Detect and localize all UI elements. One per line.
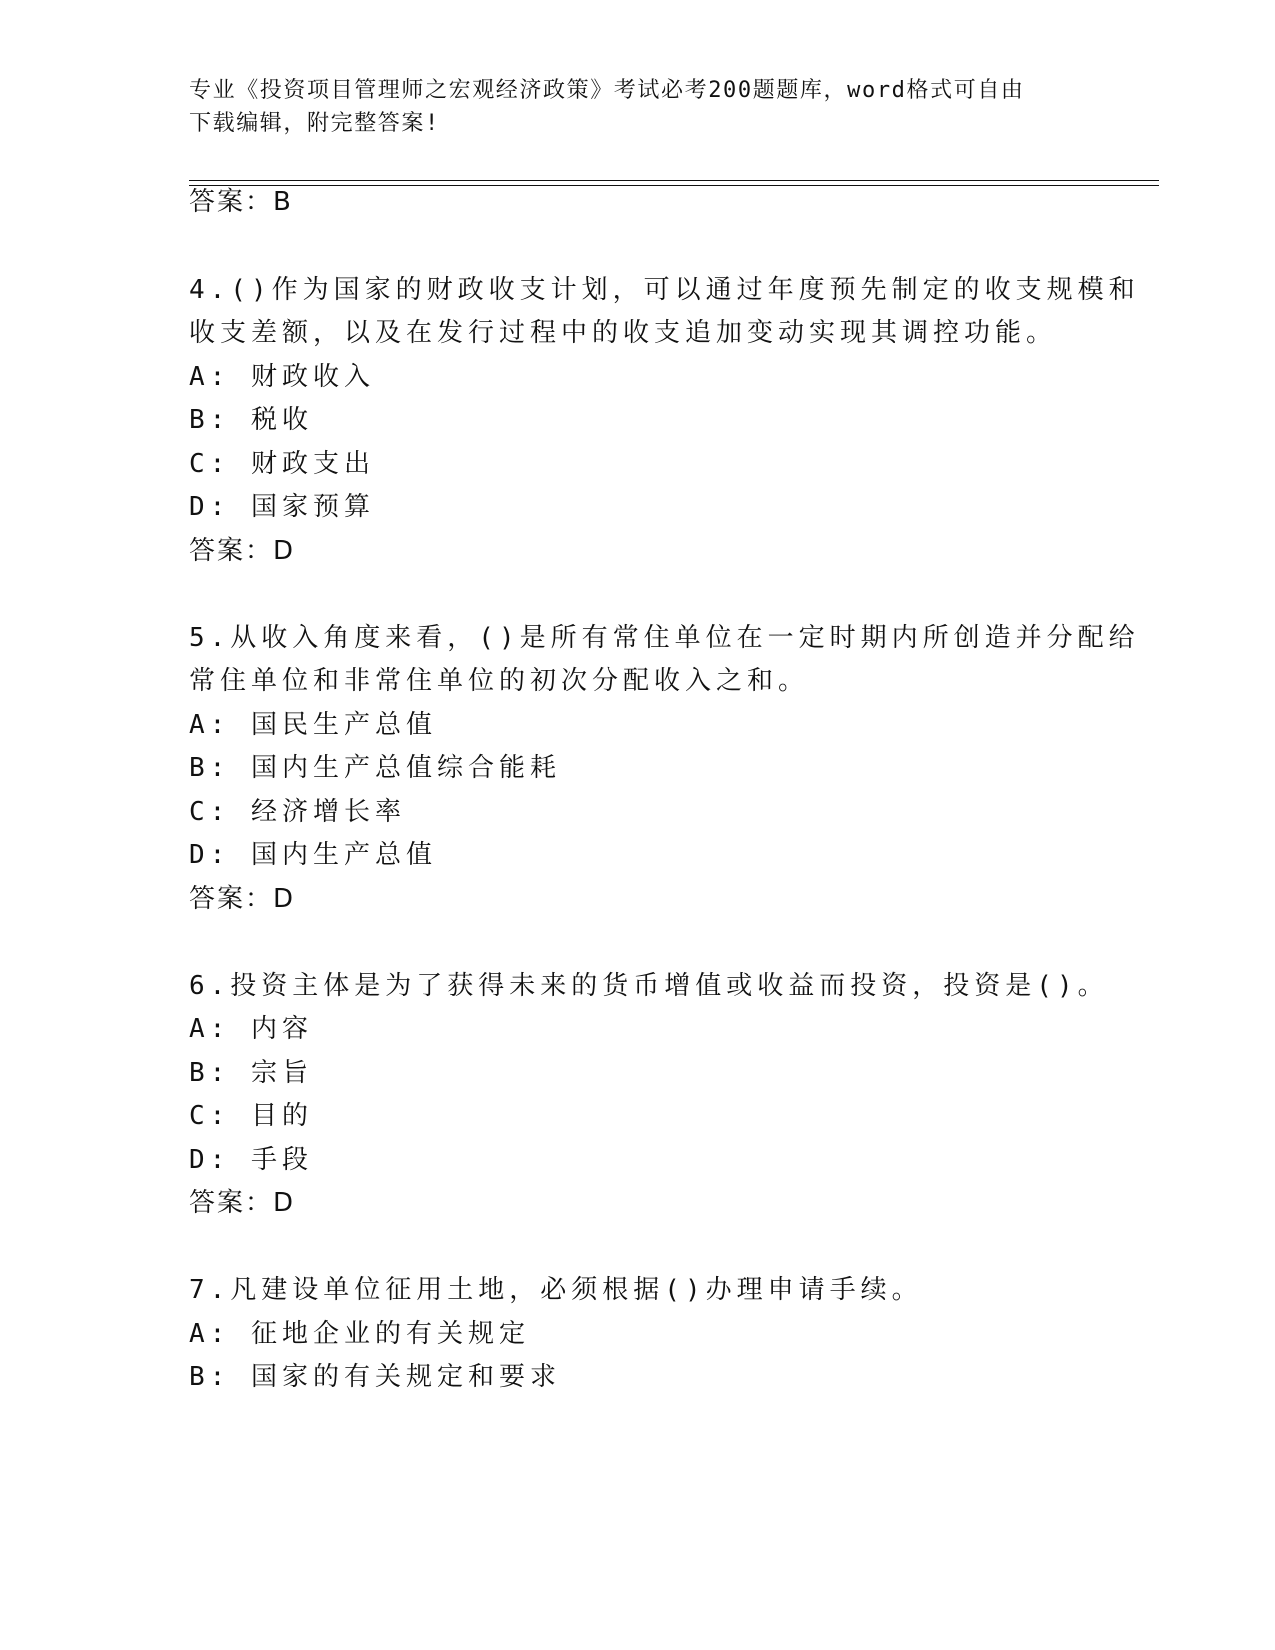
question-4-option-c: C: 财政支出 bbox=[189, 449, 375, 479]
header-rule-top bbox=[189, 180, 1159, 181]
question-7-stem-line-1: 7.凡建设单位征用土地，必须根据()办理申请手续。 bbox=[189, 1275, 923, 1305]
question-4-option-a: A: 财政收入 bbox=[189, 362, 375, 392]
question-5-stem-line-1: 5.从收入角度来看，()是所有常住单位在一定时期内所创造并分配给 bbox=[189, 623, 1140, 653]
question-6-stem-line-1: 6.投资主体是为了获得未来的货币增值或收益而投资，投资是()。 bbox=[189, 971, 1109, 1001]
document-header bbox=[189, 74, 1069, 140]
header-line-1: 专业《投资项目管理师之宏观经济政策》考试必考200题题库，word格式可自由 bbox=[189, 78, 1025, 103]
question-7-option-b: B: 国家的有关规定和要求 bbox=[189, 1362, 561, 1392]
question-5-stem-line-2: 常住单位和非常住单位的初次分配收入之和。 bbox=[189, 666, 810, 696]
question-4-stem-line-2: 收支差额，以及在发行过程中的收支追加变动实现其调控功能。 bbox=[189, 318, 1058, 348]
question-6-option-b: B: 宗旨 bbox=[189, 1058, 313, 1088]
question-4-answer: 答案：D bbox=[189, 536, 296, 566]
previous-answer: 答案：B bbox=[189, 187, 293, 217]
question-6-option-a: A: 内容 bbox=[189, 1014, 313, 1044]
question-5-option-a: A: 国民生产总值 bbox=[189, 710, 437, 740]
question-5-option-c: C: 经济增长率 bbox=[189, 797, 406, 827]
question-6-answer: 答案：D bbox=[189, 1188, 296, 1218]
header-rule-bottom bbox=[189, 185, 1159, 186]
question-6-option-d: D: 手段 bbox=[189, 1145, 313, 1175]
question-5-option-d: D: 国内生产总值 bbox=[189, 840, 437, 870]
question-4-option-d: D: 国家预算 bbox=[189, 492, 375, 522]
question-7-option-a: A: 征地企业的有关规定 bbox=[189, 1319, 530, 1349]
question-5-answer: 答案：D bbox=[189, 884, 296, 914]
question-4-option-b: B: 税收 bbox=[189, 405, 313, 435]
header-line-2: 下载编辑，附完整答案! bbox=[189, 111, 440, 136]
question-4-stem-line-1: 4.()作为国家的财政收支计划，可以通过年度预先制定的收支规模和 bbox=[189, 275, 1140, 305]
question-5-option-b: B: 国内生产总值综合能耗 bbox=[189, 753, 561, 783]
question-6-option-c: C: 目的 bbox=[189, 1101, 313, 1131]
